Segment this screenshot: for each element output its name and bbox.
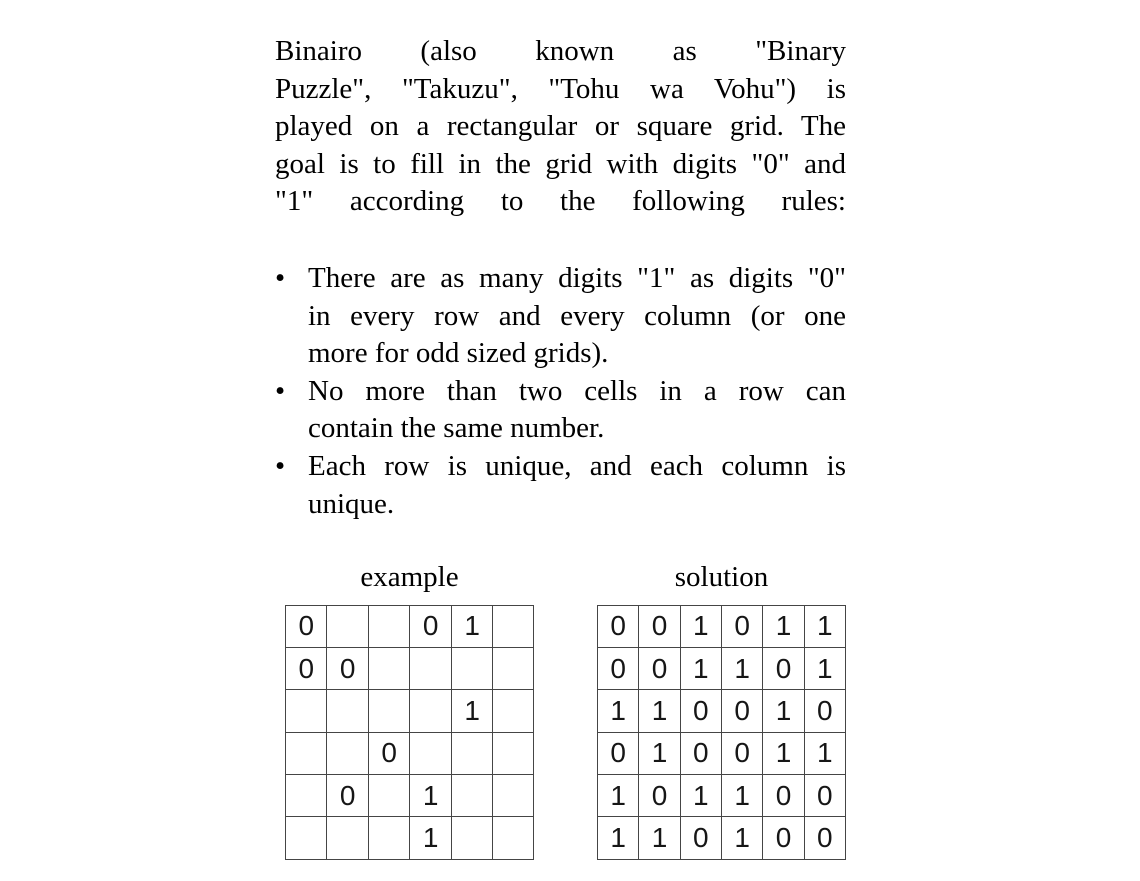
grid-cell: 1 (598, 817, 639, 859)
grid-row (286, 648, 534, 690)
grid-row (598, 774, 846, 816)
text-line: played on a rectangular or square grid. The (275, 110, 846, 143)
grid-cell: 0 (804, 817, 845, 859)
grid-cell: 1 (804, 605, 845, 647)
document-content (275, 33, 846, 860)
grid-cell (410, 690, 451, 732)
grid-cell (451, 817, 492, 859)
rule-item-counts (275, 260, 846, 373)
grid-row (286, 605, 534, 647)
text-line: Puzzle", "Takuzu", "Tohu wa Vohu") is (275, 72, 846, 105)
grid-cell: 0 (598, 648, 639, 690)
rules-list (275, 260, 846, 523)
grid-row (598, 605, 846, 647)
grid-cell: 1 (639, 690, 680, 732)
grid-cell (493, 732, 534, 774)
grid-cell: 0 (680, 817, 721, 859)
grid-row (286, 690, 534, 732)
grid-cell: 1 (721, 817, 762, 859)
grid-cell (286, 732, 327, 774)
grid-row (598, 817, 846, 859)
grid-cell (451, 774, 492, 816)
grid-cell: 0 (763, 774, 804, 816)
grid-cell (493, 690, 534, 732)
grid-row (598, 690, 846, 732)
grid-cell: 1 (639, 817, 680, 859)
grid-cell (327, 605, 368, 647)
grid-cell: 1 (763, 690, 804, 732)
grid-cell (451, 648, 492, 690)
grid-cell: 0 (639, 648, 680, 690)
grid-row (286, 732, 534, 774)
grid-row (286, 774, 534, 816)
grid-row (598, 732, 846, 774)
grid-cell: 0 (286, 605, 327, 647)
grid-cell: 1 (680, 648, 721, 690)
grid-cell (368, 648, 409, 690)
grid-cell (327, 732, 368, 774)
grid-cell (451, 732, 492, 774)
grid-cell: 1 (804, 732, 845, 774)
rule-item-uniqueness (275, 448, 846, 523)
text-line: unique. (308, 487, 395, 520)
grid-cell: 0 (804, 774, 845, 816)
grid-cell: 0 (327, 774, 368, 816)
grid-cell (493, 817, 534, 859)
grid-cell: 1 (410, 817, 451, 859)
text-line: Each row is unique, and each column is (308, 449, 846, 482)
text-line: "1" according to the following rules: (275, 185, 846, 218)
bullet-marker: • (275, 449, 286, 482)
rule-text (308, 260, 846, 373)
grid-cell: 1 (451, 605, 492, 647)
grid-cell (410, 732, 451, 774)
grid-cell (493, 605, 534, 647)
bullet-marker: • (275, 261, 286, 294)
text-line: Binairo (also known as "Binary (275, 35, 846, 67)
grid-cell: 0 (598, 732, 639, 774)
rule-text (308, 373, 846, 448)
example-grid (285, 605, 534, 860)
grid-cell: 0 (680, 690, 721, 732)
grid-cell: 1 (639, 732, 680, 774)
grid-cell (286, 690, 327, 732)
text-line: There are as many digits "1" as digits "0" (308, 261, 846, 294)
bullet-marker: • (275, 374, 286, 407)
grid-cell: 0 (804, 690, 845, 732)
grid-row (598, 648, 846, 690)
grid-cell: 1 (451, 690, 492, 732)
grid-row (286, 817, 534, 859)
grid-cell (327, 690, 368, 732)
grid-cell: 1 (680, 605, 721, 647)
grid-cell: 0 (410, 605, 451, 647)
grid-cell: 1 (721, 648, 762, 690)
example-figure (285, 559, 534, 859)
grid-cell (368, 774, 409, 816)
grid-cell (368, 690, 409, 732)
grid-cell (286, 774, 327, 816)
grid-cell (410, 648, 451, 690)
grid-cell: 0 (721, 690, 762, 732)
example-label: example (360, 561, 459, 594)
grid-cell: 0 (286, 648, 327, 690)
grid-cell (327, 817, 368, 859)
solution-grid (597, 605, 846, 860)
text-line: goal is to fill in the grid with digits "0" and (275, 147, 846, 180)
grid-cell: 0 (639, 605, 680, 647)
grid-cell: 1 (410, 774, 451, 816)
grid-cell: 1 (598, 774, 639, 816)
text-line: No more than two cells in a row can (308, 374, 846, 407)
grid-cell: 0 (598, 605, 639, 647)
grid-cell: 0 (327, 648, 368, 690)
grid-cell: 1 (763, 605, 804, 647)
grid-cell (368, 817, 409, 859)
grid-cell: 0 (763, 817, 804, 859)
text-line: contain the same number. (308, 412, 605, 445)
figures-row (285, 559, 846, 859)
grid-cell: 0 (721, 732, 762, 774)
grid-cell: 1 (763, 732, 804, 774)
grid-cell: 1 (804, 648, 845, 690)
grid-cell: 0 (639, 774, 680, 816)
solution-figure (597, 559, 846, 859)
grid-cell: 0 (680, 732, 721, 774)
grid-cell: 0 (763, 648, 804, 690)
grid-cell: 1 (721, 774, 762, 816)
grid-cell: 0 (368, 732, 409, 774)
grid-cell (493, 774, 534, 816)
solution-label: solution (674, 561, 769, 594)
text-line: in every row and every column (or one (308, 299, 846, 332)
grid-cell (368, 605, 409, 647)
intro-paragraph (275, 33, 846, 221)
rule-item-no-three-in-row (275, 373, 846, 448)
grid-cell (493, 648, 534, 690)
rule-text (308, 448, 846, 523)
grid-cell: 1 (680, 774, 721, 816)
grid-cell (286, 817, 327, 859)
grid-cell: 1 (598, 690, 639, 732)
grid-cell: 0 (721, 605, 762, 647)
text-line: more for odd sized grids). (308, 337, 609, 370)
